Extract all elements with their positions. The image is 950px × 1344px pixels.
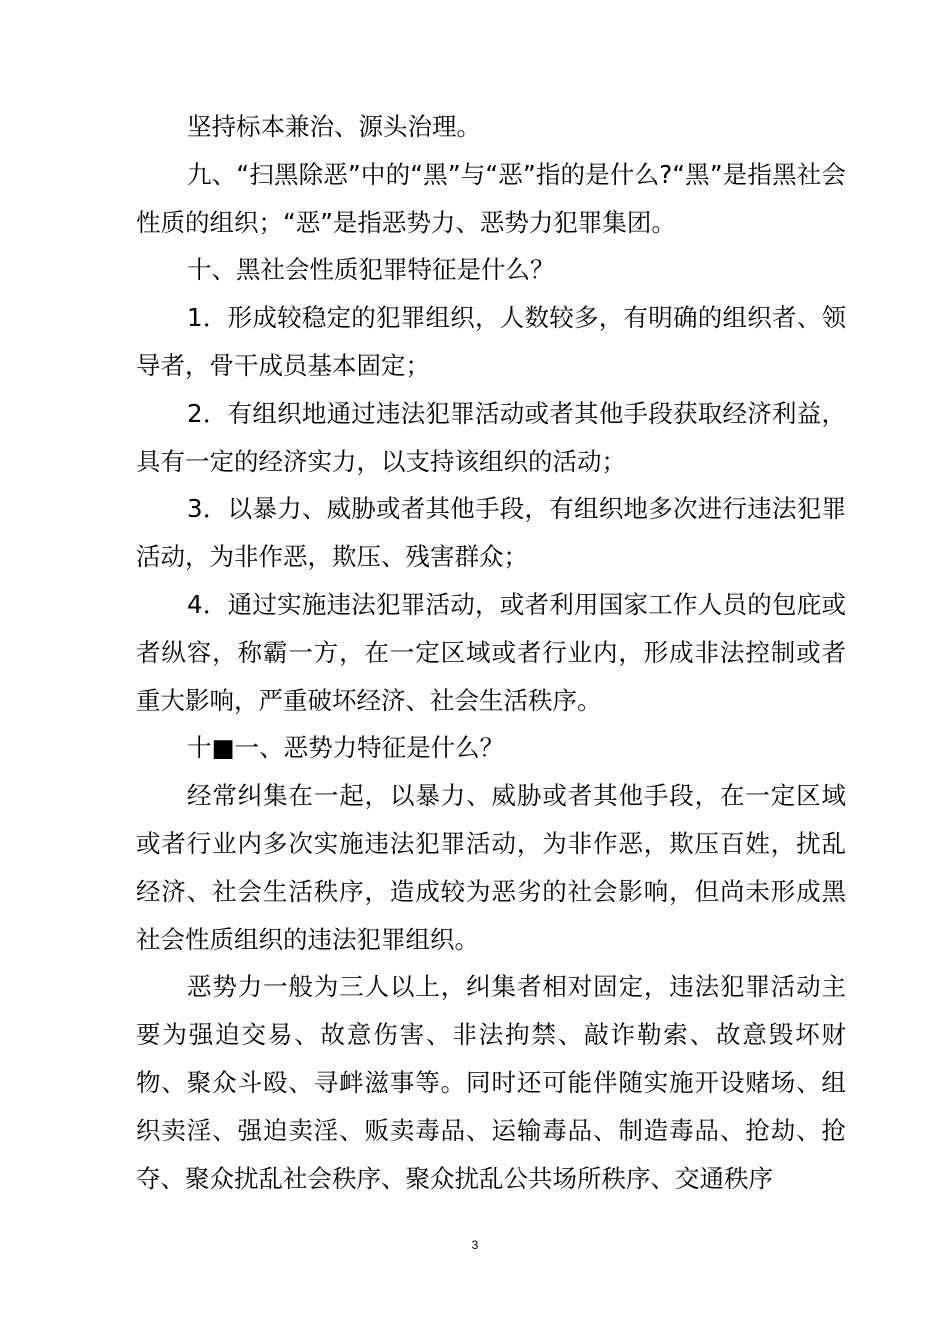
paragraph-feature-1: 1．形成较稳定的犯罪组织，人数较多，有明确的组织者、领导者，骨干成员基本固定； — [136, 303, 846, 380]
paragraph-evil-forces-details: 恶势力一般为三人以上，纠集者相对固定，违法犯罪活动主要为强迫交易、故意伤害、非法拘禁、敲诈勒索、故意毁坏财物、聚众斗殴、寻衅滋事等。同时还可能伴随实施开设赌场、组织卖淫、强迫卖淫、贩卖毒品、运输毒品、制造毒品、抢劫、抢夺、聚众扰乱社会秩序、聚众扰乱公共场所秩序、交通秩序 — [136, 972, 846, 1193]
paragraph-feature-3: 3．以暴力、威胁或者其他手段，有组织地多次进行违法犯罪活动，为非作恶，欺压、残害群众； — [136, 494, 846, 572]
body-text — [136, 103, 846, 1202]
paragraph-feature-4: 4．通过实施违法犯罪活动，或者利用国家工作人员的包庇或者纵容，称霸一方，在一定区域或者行业内，形成非法控制或者重大影响，严重破坏经济、社会生活秩序。 — [136, 589, 846, 715]
paragraph-question-9: 九、“扫黑除恶”中的“黑”与“恶”指的是什么?“黑”是指黑社会性质的组织；“恶”是指恶势力、恶势力犯罪集团。 — [136, 159, 846, 237]
paragraph-feature-2: 2．有组织地通过违法犯罪活动或者其他手段获取经济利益，具有一定的经济实力，以支持该组织的活动； — [136, 398, 846, 476]
paragraph-question-11: 十■一、恶势力特征是什么？ — [187, 733, 505, 763]
paragraph-evil-forces-definition: 经常纠集在一起，以暴力、威胁或者其他手段，在一定区域或者行业内多次实施违法犯罪活动，为非作恶，欺压百姓，扰乱经济、社会生活秩序，造成较为恶劣的社会影响，但尚未形成黑社会性质组织的违法犯罪组织。 — [136, 781, 846, 954]
paragraph-continuation: 坚持标本兼治、源头治理。 — [187, 112, 481, 141]
paragraph-question-10: 十、黑社会性质犯罪特征是什么？ — [187, 255, 555, 285]
page-number: 3 — [471, 1238, 479, 1252]
